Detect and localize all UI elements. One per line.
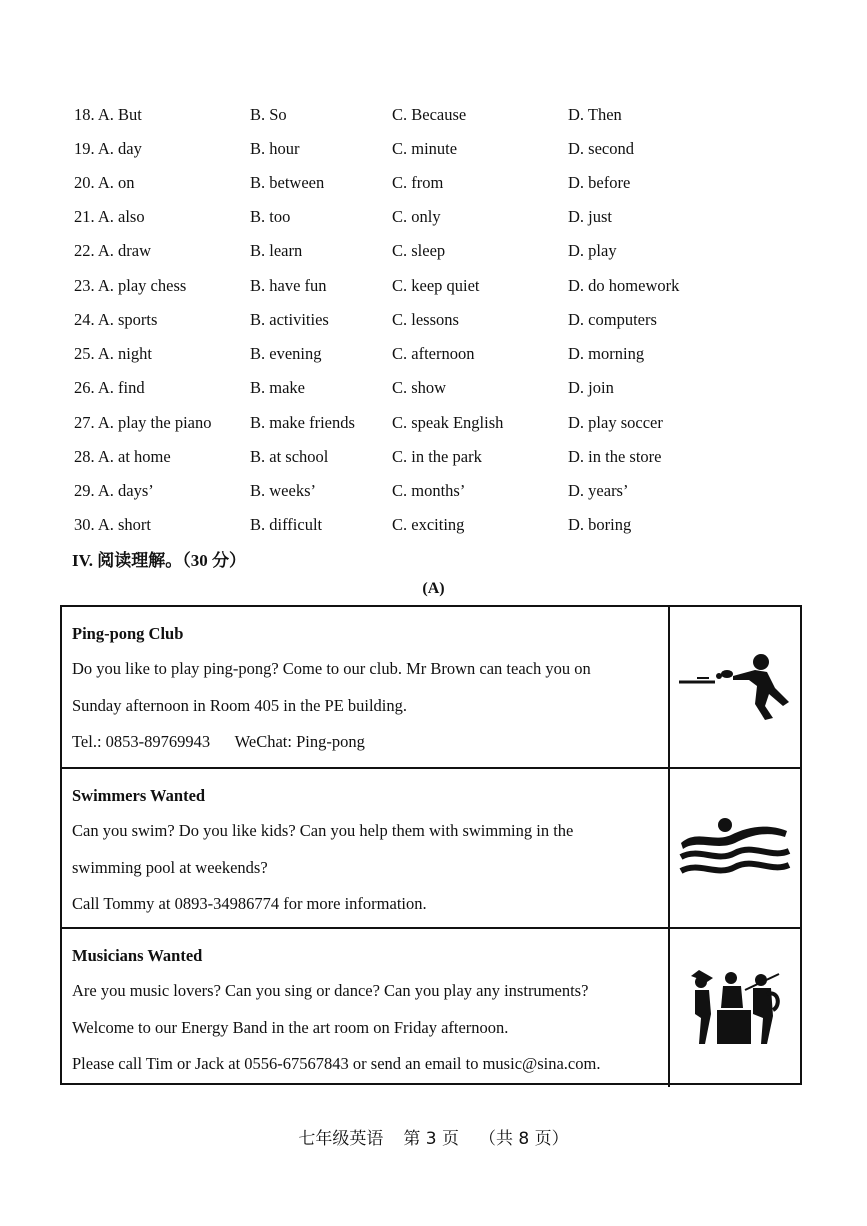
ad-text bbox=[62, 607, 670, 767]
question-row bbox=[0, 408, 867, 438]
ad-text bbox=[62, 929, 670, 1087]
option-d: D. do homework bbox=[568, 276, 680, 295]
option-c: C. minute bbox=[392, 139, 458, 158]
ad-title: Musicians Wanted bbox=[72, 946, 203, 965]
question-row bbox=[0, 339, 867, 369]
ad-line: Can you swim? Do you like kids? Can you help them with swimming in the bbox=[72, 821, 574, 840]
question-row bbox=[0, 134, 867, 164]
option-b: B. hour bbox=[250, 139, 300, 158]
option-b: B. have fun bbox=[250, 276, 327, 295]
option-a: 28. A. at home bbox=[74, 447, 171, 466]
option-b: B. make bbox=[250, 378, 305, 397]
option-a: 24. A. sports bbox=[74, 310, 158, 329]
option-b: B. difficult bbox=[250, 515, 323, 534]
option-c: C. from bbox=[392, 173, 444, 192]
ad-line: Please call Tim or Jack at 0556-67567843 or send an email to music@sina.com. bbox=[72, 1054, 601, 1073]
ping-pong-player-icon bbox=[670, 607, 800, 767]
option-d: D. just bbox=[568, 207, 613, 226]
option-d: D. computers bbox=[568, 310, 657, 329]
page-footer bbox=[0, 1124, 867, 1149]
option-d: D. morning bbox=[568, 344, 645, 363]
ad-line: swimming pool at weekends? bbox=[72, 857, 268, 877]
option-b: B. evening bbox=[250, 344, 322, 363]
option-b: B. activities bbox=[250, 310, 329, 329]
question-row bbox=[0, 168, 867, 198]
passage-label: (A) bbox=[422, 580, 445, 597]
question-row bbox=[0, 271, 867, 301]
question-row bbox=[0, 476, 867, 506]
option-d: D. years’ bbox=[568, 481, 629, 500]
option-d: D. second bbox=[568, 139, 634, 158]
option-c: C. speak English bbox=[392, 413, 504, 432]
footer-page: 第 3 页 bbox=[403, 1129, 459, 1149]
option-b: B. weeks’ bbox=[250, 481, 316, 500]
option-b: B. So bbox=[250, 105, 287, 124]
option-a: 20. A. on bbox=[74, 173, 135, 192]
question-row bbox=[0, 442, 867, 472]
option-d: D. boring bbox=[568, 515, 632, 534]
option-c: C. months’ bbox=[392, 481, 466, 500]
option-a: 26. A. find bbox=[74, 378, 145, 397]
music-band-icon bbox=[670, 929, 800, 1087]
ad-line: Are you music lovers? Can you sing or dance? Can you play any instruments? bbox=[72, 981, 589, 1000]
option-d: D. in the store bbox=[568, 447, 662, 466]
ad-line: Welcome to our Energy Band in the art room on Friday afternoon. bbox=[72, 1017, 509, 1037]
option-d: D. join bbox=[568, 378, 614, 397]
option-a: 29. A. days’ bbox=[74, 481, 154, 500]
ad-ping-pong-club bbox=[62, 607, 800, 767]
option-b: B. too bbox=[250, 207, 291, 226]
option-c: C. lessons bbox=[392, 310, 459, 329]
option-a: 18. A. But bbox=[74, 105, 142, 124]
ad-line: Call Tommy at 0893-34986774 for more information. bbox=[72, 894, 427, 913]
question-row bbox=[0, 305, 867, 335]
option-c: C. keep quiet bbox=[392, 276, 480, 295]
footer-subject: 七年级英语 bbox=[298, 1129, 384, 1149]
ad-swimmers-wanted bbox=[62, 767, 800, 927]
ad-musicians-wanted bbox=[62, 927, 800, 1087]
option-a: 19. A. day bbox=[74, 139, 142, 158]
question-row bbox=[0, 202, 867, 232]
option-b: B. make friends bbox=[250, 413, 355, 432]
option-d: D. play bbox=[568, 241, 617, 260]
option-c: C. afternoon bbox=[392, 344, 475, 363]
ad-text bbox=[62, 769, 670, 927]
ad-line: Tel.: 0853-89769943 WeChat: Ping-pong bbox=[72, 732, 365, 751]
option-c: C. Because bbox=[392, 105, 467, 124]
option-a: 22. A. draw bbox=[74, 241, 151, 260]
option-c: C. sleep bbox=[392, 241, 446, 260]
footer-total: （共 8 页） bbox=[479, 1129, 569, 1149]
question-row bbox=[0, 236, 867, 266]
option-d: D. Then bbox=[568, 105, 622, 124]
option-a: 21. A. also bbox=[74, 207, 145, 226]
question-row bbox=[0, 100, 867, 130]
option-c: C. in the park bbox=[392, 447, 482, 466]
question-row bbox=[0, 373, 867, 403]
ad-line: Do you like to play ping-pong? Come to our club. Mr Brown can teach you on bbox=[72, 659, 591, 678]
question-row bbox=[0, 510, 867, 540]
ads-table bbox=[60, 605, 802, 1085]
ad-title: Ping-pong Club bbox=[72, 624, 184, 643]
option-a: 25. A. night bbox=[74, 344, 152, 363]
ad-title: Swimmers Wanted bbox=[72, 786, 206, 805]
option-c: C. show bbox=[392, 378, 447, 397]
option-a: 23. A. play chess bbox=[74, 276, 187, 295]
option-a: 27. A. play the piano bbox=[74, 413, 212, 432]
option-c: C. exciting bbox=[392, 515, 465, 534]
option-c: C. only bbox=[392, 207, 441, 226]
option-b: B. at school bbox=[250, 447, 329, 466]
option-d: D. play soccer bbox=[568, 413, 663, 432]
option-b: B. learn bbox=[250, 241, 303, 260]
swimmer-icon bbox=[670, 769, 800, 927]
option-d: D. before bbox=[568, 173, 631, 192]
ad-line: Sunday afternoon in Room 405 in the PE building. bbox=[72, 695, 408, 715]
option-a: 30. A. short bbox=[74, 515, 152, 534]
section-title: IV. 阅读理解。（30 分） bbox=[72, 551, 246, 570]
option-b: B. between bbox=[250, 173, 325, 192]
